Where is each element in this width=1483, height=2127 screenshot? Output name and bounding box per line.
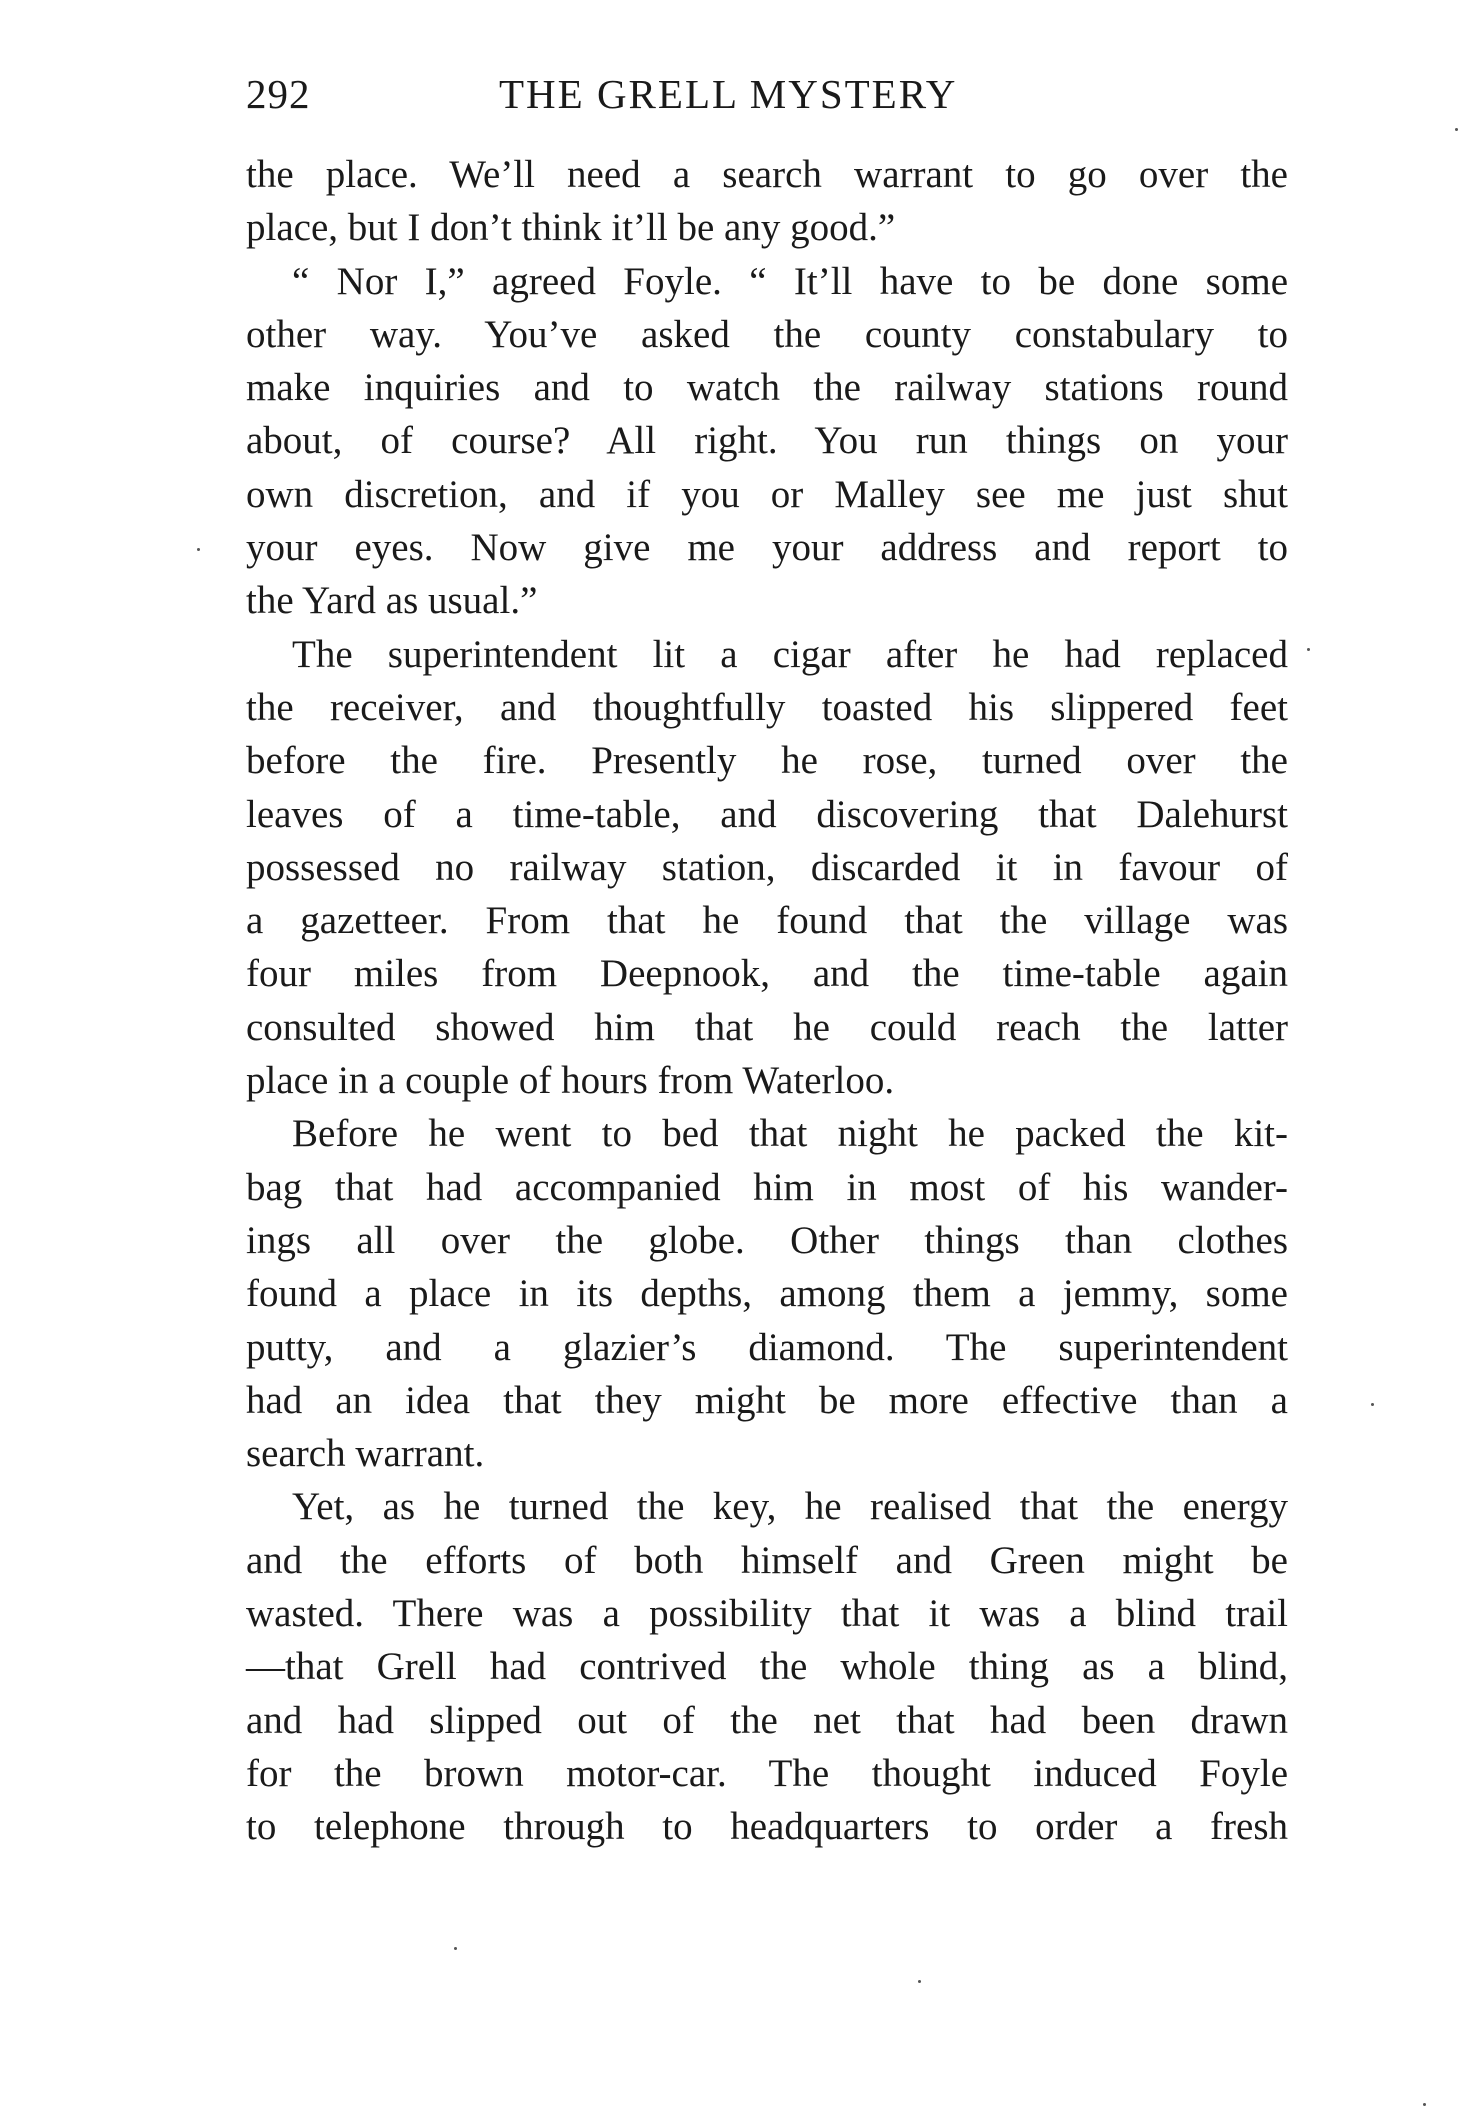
text-line: search warrant. xyxy=(246,1432,485,1476)
body-text xyxy=(246,148,1288,1854)
text-line: and the efforts of both himself and Green might be xyxy=(246,1538,1288,1582)
text-line: the Yard as usual.” xyxy=(246,579,538,623)
text-line: place, but I don’t think it’ll be any good.” xyxy=(246,206,896,250)
text-line: —that Grell had contrived the whole thing as a blind, xyxy=(246,1645,1288,1689)
text-line: the receiver, and thoughtfully toasted his slippered feet xyxy=(246,685,1288,729)
scan-speck xyxy=(1423,2103,1426,2106)
text-line: before the fire. Presently he rose, turned over the xyxy=(246,739,1288,783)
text-line: and had slipped out of the net that had been drawn xyxy=(246,1698,1288,1742)
scan-speck xyxy=(197,548,200,551)
scan-speck xyxy=(918,1980,921,1983)
text-line: ings all over the globe. Other things than clothes xyxy=(246,1218,1288,1262)
text-line: your eyes. Now give me your address and report to xyxy=(246,526,1288,570)
text-line: The superintendent lit a cigar after he had replaced xyxy=(292,632,1288,676)
running-head xyxy=(246,66,1288,122)
text-line: wasted. There was a possibility that it was a blind trail xyxy=(246,1592,1288,1636)
text-line: “ Nor I,” agreed Foyle. “ It’ll have to be done some xyxy=(292,259,1288,303)
text-line: Yet, as he turned the key, he realised that the energy xyxy=(292,1485,1288,1529)
text-line: Before he went to bed that night he packed the kit- xyxy=(292,1112,1288,1156)
page-number: 292 xyxy=(246,71,311,117)
text-line: had an idea that they might be more effective than a xyxy=(246,1378,1288,1422)
scan-speck xyxy=(1307,648,1310,651)
text-line: to telephone through to headquarters to order a fresh xyxy=(246,1805,1288,1849)
text-line: bag that had accompanied him in most of his wander- xyxy=(246,1165,1288,1209)
scan-speck xyxy=(454,1947,457,1950)
text-line: other way. You’ve asked the county constabulary to xyxy=(246,312,1288,356)
text-line: for the brown motor-car. The thought induced Foyle xyxy=(246,1751,1288,1795)
text-line: four miles from Deepnook, and the time-table again xyxy=(246,952,1288,996)
text-line: place in a couple of hours from Waterloo. xyxy=(246,1059,895,1103)
text-line: own discretion, and if you or Malley see me just shut xyxy=(246,472,1288,516)
text-line: consulted showed him that he could reach the latter xyxy=(246,1005,1288,1049)
text-line: a gazetteer. From that he found that the village was xyxy=(246,899,1288,943)
scan-speck xyxy=(1371,1403,1374,1406)
text-line: leaves of a time-table, and discovering that Dalehurst xyxy=(246,792,1288,836)
scan-speck xyxy=(1455,128,1458,131)
text-line: about, of course? All right. You run things on your xyxy=(246,419,1288,463)
text-line: putty, and a glazier’s diamond. The superintendent xyxy=(246,1325,1288,1369)
text-line: found a place in its depths, among them a jemmy, some xyxy=(246,1272,1288,1316)
text-line: make inquiries and to watch the railway stations round xyxy=(246,366,1288,410)
text-line: possessed no railway station, discarded it in favour of xyxy=(246,845,1288,889)
text-line: the place. We’ll need a search warrant to go over the xyxy=(246,153,1288,196)
running-title: THE GRELL MYSTERY xyxy=(499,71,958,117)
